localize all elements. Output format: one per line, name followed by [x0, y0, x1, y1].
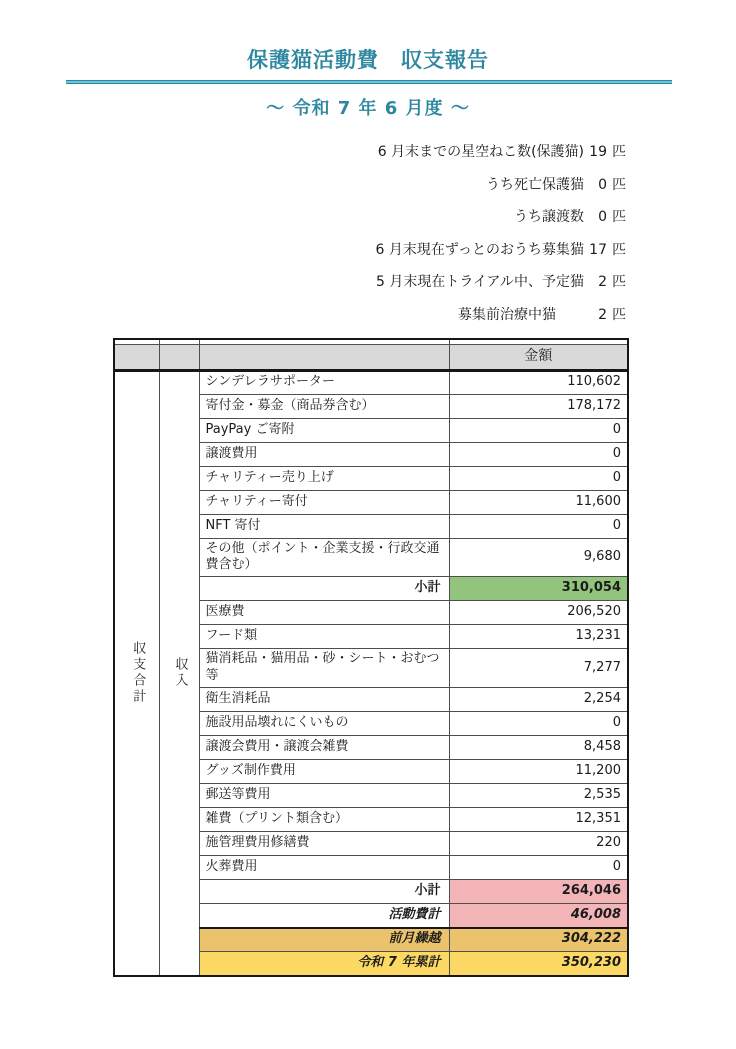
budget-item-label: 郵送等費用 — [199, 784, 449, 808]
stat-unit: 匹 — [612, 241, 626, 258]
budget-item-value: 0 — [449, 466, 628, 490]
cat-stats-list — [0, 136, 736, 331]
header-cell-empty — [159, 344, 199, 370]
cat-stat-line — [0, 299, 626, 332]
stat-unit: 匹 — [612, 274, 626, 290]
cat-stat-line — [0, 234, 626, 267]
budget-item-value: 350,230 — [449, 952, 628, 976]
group-label-balance-total-text: 収支合計 — [130, 641, 146, 706]
budget-item-value: 7,277 — [449, 649, 628, 688]
stat-label: 6 月末までの星空ねこ数(保護猫) — [377, 144, 584, 160]
budget-item-value: 8,458 — [449, 736, 628, 760]
amount-column-header: 金額 — [449, 344, 628, 370]
stat-value: 19 — [589, 144, 607, 160]
budget-item-value: 46,008 — [449, 904, 628, 928]
budget-item-label: 医療費 — [199, 601, 449, 625]
budget-item-label: 令和 7 年累計 — [199, 952, 449, 976]
budget-item-value: 178,172 — [449, 394, 628, 418]
report-subtitle: ～ 令和 7 年 6 月度 ～ — [266, 98, 470, 119]
budget-item-value: 11,600 — [449, 490, 628, 514]
budget-item-value: 0 — [449, 856, 628, 880]
budget-item-value: 304,222 — [449, 928, 628, 952]
budget-item-label: 小計 — [199, 880, 449, 904]
budget-item-value: 110,602 — [449, 370, 628, 394]
group-label-income — [159, 370, 199, 976]
stat-value: 2 — [598, 306, 607, 323]
budget-item-value: 0 — [449, 712, 628, 736]
budget-item-label: チャリティー売り上げ — [199, 466, 449, 490]
cat-stat-line — [0, 136, 626, 169]
budget-item-label: PayPay ご寄附 — [199, 418, 449, 442]
budget-item-label: フード類 — [199, 625, 449, 649]
stat-unit: 匹 — [612, 144, 626, 160]
stat-unit: 匹 — [612, 176, 626, 193]
budget-item-value: 2,535 — [449, 784, 628, 808]
stat-value: 17 — [589, 241, 607, 258]
budget-item-value: 11,200 — [449, 760, 628, 784]
title-divider — [66, 80, 672, 84]
budget-item-value: 0 — [449, 514, 628, 538]
cat-stat-line — [0, 169, 626, 202]
stat-value: 2 — [598, 274, 607, 290]
budget-item-value: 13,231 — [449, 625, 628, 649]
budget-item-label: NFT 寄付 — [199, 514, 449, 538]
stat-value: 0 — [598, 176, 607, 193]
budget-item-label: チャリティー寄付 — [199, 490, 449, 514]
budget-item-label: その他（ポイント・企業支援・行政交通費含む） — [199, 538, 449, 577]
budget-row — [114, 370, 628, 394]
budget-item-value: 0 — [449, 418, 628, 442]
group-label-income-text: 収入 — [172, 657, 188, 690]
cat-stat-line — [0, 201, 626, 234]
stat-label: 5 月末現在トライアル中、予定猫 — [376, 274, 584, 290]
report-header — [0, 0, 736, 120]
stat-value: 0 — [598, 209, 607, 225]
group-label-balance-total — [114, 370, 159, 976]
budget-item-label: 小計 — [199, 577, 449, 601]
budget-item-value: 206,520 — [449, 601, 628, 625]
stat-label: 募集前治療中猫 — [458, 306, 584, 323]
report-title: 保護猫活動費 収支報告 — [247, 48, 489, 72]
budget-item-label: 衛生消耗品 — [199, 688, 449, 712]
cat-stat-line — [0, 266, 626, 299]
budget-item-label: 施管理費用修繕費 — [199, 832, 449, 856]
stat-label: 6 月末現在ずっとのおうち募集猫 — [375, 241, 584, 258]
budget-item-value: 264,046 — [449, 880, 628, 904]
header-cell-empty — [199, 344, 449, 370]
budget-item-value: 310,054 — [449, 577, 628, 601]
budget-item-value: 2,254 — [449, 688, 628, 712]
budget-item-label: 前月繰越 — [199, 928, 449, 952]
budget-item-label: 施設用品壊れにくいもの — [199, 712, 449, 736]
budget-item-label: 活動費計 — [199, 904, 449, 928]
budget-table — [113, 338, 629, 977]
stat-unit: 匹 — [612, 209, 626, 225]
budget-item-label: シンデレラサポーター — [199, 370, 449, 394]
budget-item-label: 火葬費用 — [199, 856, 449, 880]
stat-label: うち死亡保護猫 — [486, 176, 584, 193]
budget-item-label: 雑費（プリント類含む） — [199, 808, 449, 832]
budget-item-label: グッズ制作費用 — [199, 760, 449, 784]
header-cell-empty — [114, 344, 159, 370]
budget-item-value: 220 — [449, 832, 628, 856]
budget-item-label: 寄付金・募金（商品券含む） — [199, 394, 449, 418]
budget-item-label: 猫消耗品・猫用品・砂・シート・おむつ等 — [199, 649, 449, 688]
budget-item-label: 譲渡費用 — [199, 442, 449, 466]
table-header-row — [114, 344, 628, 370]
budget-item-label: 譲渡会費用・譲渡会雑費 — [199, 736, 449, 760]
budget-item-value: 0 — [449, 442, 628, 466]
stat-label: うち譲渡数 — [514, 209, 584, 225]
stat-unit: 匹 — [612, 306, 626, 323]
budget-item-value: 12,351 — [449, 808, 628, 832]
budget-item-value: 9,680 — [449, 538, 628, 577]
